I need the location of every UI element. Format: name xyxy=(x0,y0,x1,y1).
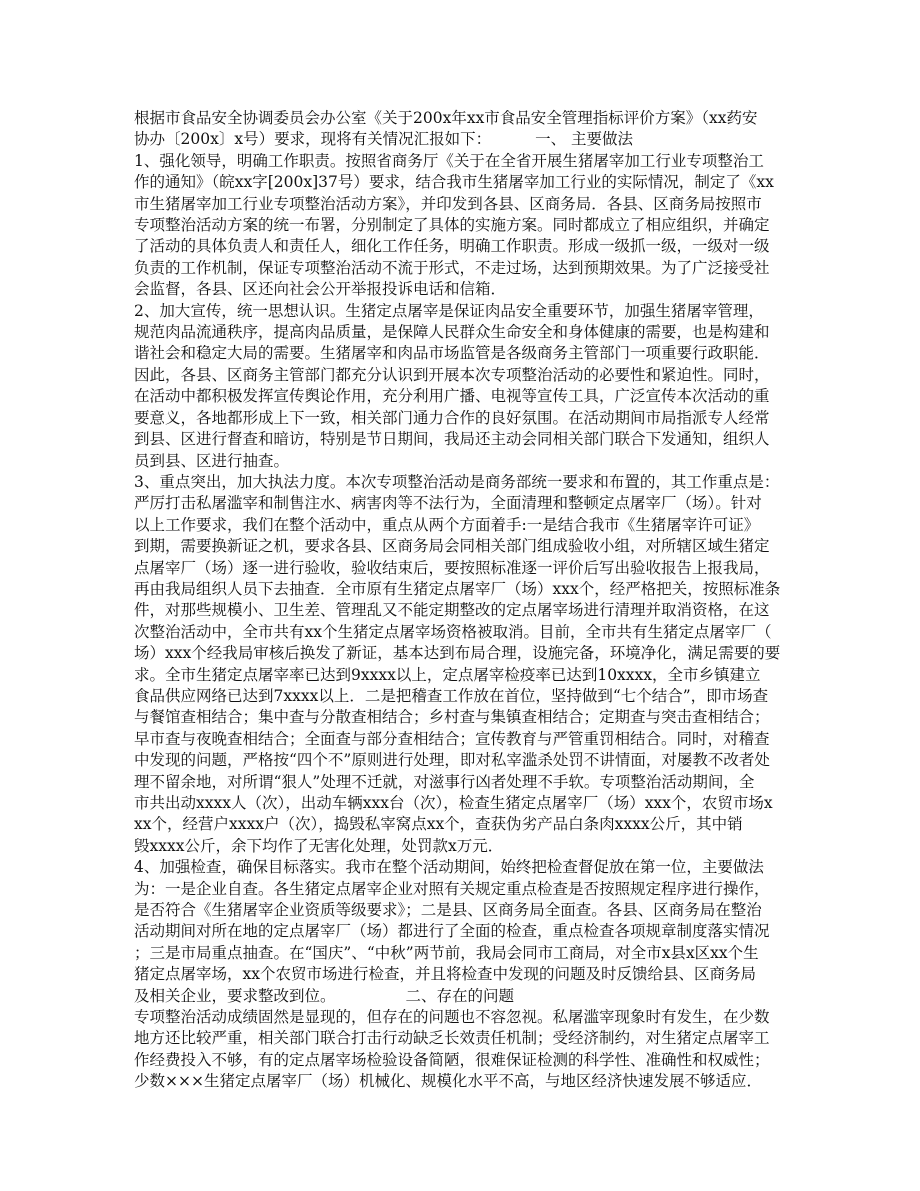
text-line: 员到县、区进行抽查。 xyxy=(134,451,290,470)
text-line: xx个，经营户xxxx户（次），捣毁私宰窝点xx个，查获伪劣产品白条肉xxxx公斤，其中销 xyxy=(134,815,743,834)
text-line: 4、加强检查，确保目标落实。我市在整个活动期间，始终把检查督促放在第一位，主要做法 xyxy=(134,858,764,877)
document-body xyxy=(134,108,794,1093)
text-line: 会监督，各县、区还向社会公开举报投诉电话和信箱． xyxy=(134,280,507,299)
text-line: 求。全市生猪定点屠宰率已达到9xxxx以上，定点屠宰检疫率已达到10xxxx，全市乡镇建立 xyxy=(134,665,761,684)
text-line: 谐社会和稳定大局的需要。生猪屠宰和肉品市场监管是各级商务主管部门一项重要行政职能． xyxy=(134,344,770,363)
text-line: 理不留余地，对所谓“狠人”处理不迁就，对滋事行凶者处理不手软。专项整治活动期间，全 xyxy=(134,772,755,791)
text-line: 点屠宰厂（场）逐一进行验收，验收结束后，要按照标准逐一评价后写出验收报告上报我局， xyxy=(134,558,770,577)
text-line: 负责的工作机制，保证专项整治活动不流于形式，不走过场，达到预期效果。为了广泛接受社 xyxy=(134,258,770,277)
text-line: 3、重点突出，加大执法力度。本次专项整治活动是商务部统一要求和布置的，其工作重点是： xyxy=(134,472,780,491)
text-line: 因此，各县、区商务主管部门都充分认识到开展本次专项整治活动的必要性和紧迫性。同时， xyxy=(134,365,770,384)
text-line: 件，对那些规模小、卫生差、管理乱又不能定期整改的定点屠宰场进行清理并取消资格，在这 xyxy=(134,601,770,620)
text-line: 少数×××生猪定点屠宰厂（场）机械化、规模化水平不高，与地区经济快速发展不够适应． xyxy=(134,1072,762,1091)
text-line: 在活动中都积极发挥宣传舆论作用，充分利用广播、电视等宣传工具，广泛宣传本次活动的重 xyxy=(134,387,770,406)
text-line: 是否符合《生猪屠宰企业资质等级要求》；二是县、区商务局全面查。各县、区商务局在整治 xyxy=(134,901,762,920)
text-line: 2、加大宣传，统一思想认识。生猪定点屠宰是保证肉品安全重要环节，加强生猪屠宰管理， xyxy=(134,301,764,320)
section-heading-existing-problems: 二、存在的问题 xyxy=(405,986,515,1005)
text-line: 作的通知》（皖xx字[200x]37号）要求，结合我市生猪屠宰加工行业的实际情况，制定了《xx xyxy=(134,173,774,192)
text-line: 了活动的具体负责人和责任人，细化工作任务，明确工作职责。形成一级抓一级，一级对一级 xyxy=(134,237,770,256)
text-line: 1、强化领导，明确工作职责。按照省商务厅《关于在全省开展生猪屠宰加工行业专项整治工 xyxy=(134,151,764,170)
text-line: ；三是市局重点抽查。在“国庆”、“中秋”两节前，我局会同市工商局，对全市x县x区xx个生 xyxy=(134,943,759,962)
text-line: 规范肉品流通秩序，提高肉品质量，是保障人民群众生命安全和身体健康的需要，也是构建和 xyxy=(134,323,770,342)
text-line: 到期，需要换新证之机，要求各县、区商务局会同相关部门组成验收小组，对所辖区域生猪定 xyxy=(134,537,770,556)
text-line: 早市查与夜晚查相结合；全面查与部分查相结合；宣传教育与严管重罚相结合。同时，对稽查 xyxy=(134,729,770,748)
text-line: 猪定点屠宰场，xx个农贸市场进行检查，并且将检查中发现的问题及时反馈给县、区商务局 xyxy=(134,965,756,984)
text-line: 作经费投入不够，有的定点屠宰场检验设备简陋，很难保证检测的科学性、准确性和权威性； xyxy=(134,1050,770,1069)
text-line: 与餐馆查相结合；集中查与分散查相结合；乡村查与集镇查相结合；定期查与突击查相结合； xyxy=(134,708,770,727)
section-heading-main-practices: 一、 主要做法 xyxy=(535,130,634,149)
text-line: 严厉打击私屠滥宰和制售注水、病害肉等不法行为，全面清理和整顿定点屠宰厂（场）。针对 xyxy=(134,494,762,513)
text-line: 市共出动xxxx人（次），出动车辆xxx台（次），检查生猪定点屠宰厂（场）xxx个，农贸市场x xyxy=(134,794,773,812)
text-line: 专项整治活动成绩固然是显现的，但存在的问题也不容忽视。私屠滥宰现象时有发生，在少数 xyxy=(134,1008,770,1027)
text-line: 毁xxxx公斤，余下均作了无害化处理，处罚款x万元． xyxy=(134,836,504,855)
text-line: 次整治活动中，全市共有xx个生猪定点屠宰场资格被取消。目前，全市共有生猪定点屠宰厂（ xyxy=(134,622,772,641)
text-line: 地方还比较严重，相关部门联合打击行动缺乏长效责任机制；受经济制约，对生猪定点屠宰工 xyxy=(134,1029,770,1048)
text-line: 为：一是企业自查。各生猪定点屠宰企业对照有关规定重点检查是否按照规定程序进行操作， xyxy=(134,879,770,898)
text-line: 要意义，各地都形成上下一致，相关部门通力合作的良好氛围。在活动期间市局指派专人经常 xyxy=(134,408,770,427)
text-line: 食品供应网络已达到7xxxx以上．二是把稽查工作放在首位，坚持做到“七个结合”，即市场查 xyxy=(134,686,769,705)
text-line: 场）xxx个经我局审核后换发了新证，基本达到布局合理，设施完备，环境净化，满足需要的要 xyxy=(134,644,781,663)
text-line-with-heading xyxy=(134,986,794,1007)
text-line: 协办〔200x〕x号）要求，现将有关情况汇报如下： xyxy=(134,130,492,149)
text-line: 专项整治活动方案的统一布署，分别制定了具体的实施方案。同时都成立了相应组织，并确定 xyxy=(134,216,770,235)
text-line: 以上工作要求，我们在整个活动中，重点从两个方面着手:一是结合我市《生猪屠宰许可证》 xyxy=(134,515,760,534)
text-line: 根据市食品安全协调委员会办公室《关于200x年xx市食品安全管理指标评价方案》（xx药安 xyxy=(134,109,758,127)
text-line: 活动期间对所在地的定点屠宰厂（场）都进行了全面的检查，重点检查各项规章制度落实情况 xyxy=(134,922,770,941)
text-line: 再由我局组织人员下去抽查．全市原有生猪定点屠宰厂（场）xxx个，经严格把关，按照标准条 xyxy=(134,579,781,598)
text-line: 及相关企业，要求整改到位。 xyxy=(134,986,336,1005)
text-line: 到县、区进行督查和暗访，特别是节日期间，我局还主动会同相关部门联合下发通知，组织人 xyxy=(134,430,770,449)
text-line: 市生猪屠宰加工行业专项整治活动方案》，并印发到各县、区商务局．各县、区商务局按照市 xyxy=(134,194,762,213)
text-line-with-heading xyxy=(134,129,794,150)
text-line: 中发现的问题，严格按“四个不”原则进行处理，即对私宰滥杀处罚不讲情面，对屡教不改者处 xyxy=(134,751,770,770)
